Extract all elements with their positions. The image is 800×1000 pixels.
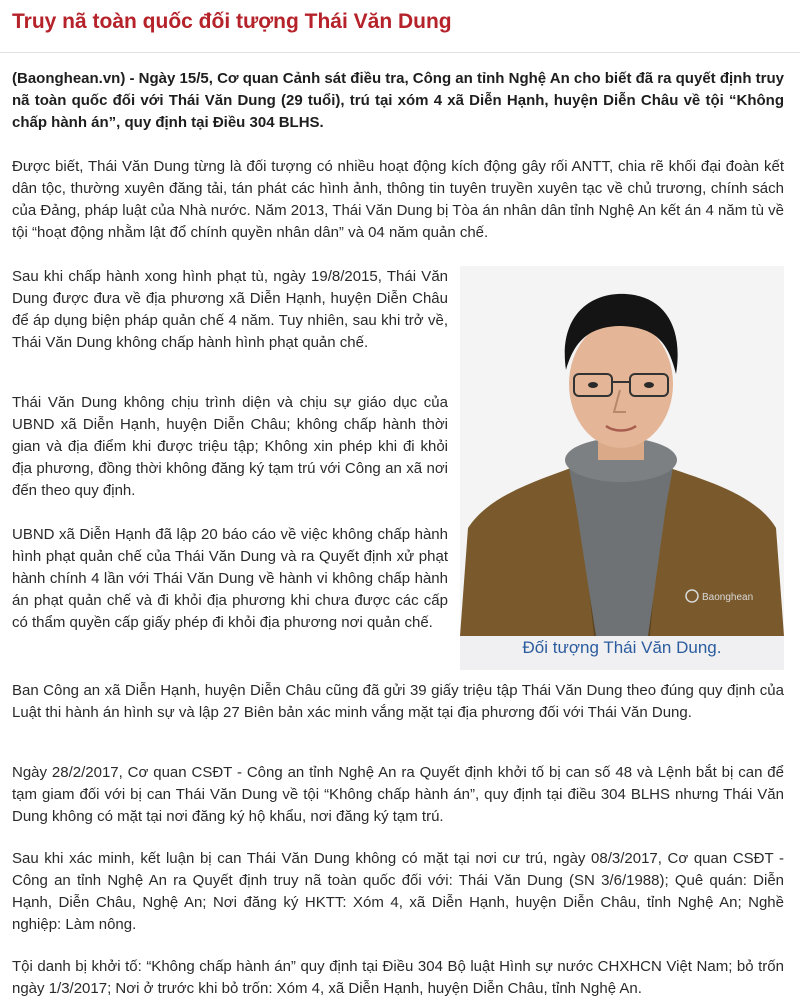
- paragraph-6: Ngày 28/2/2017, Cơ quan CSĐT - Công an tỉnh Nghệ An ra Quyết định khởi tố bị can số 48 và Lệnh bắt bị can để tạm giam đối với bị can Thái Văn Dung về tội “Không chấp hành án”, quy định tại điều 304 BLHS nhưng Thái Văn Dung không có mặt tại nơi đăng ký hộ khẩu, nơi đăng ký tạm trú.: [12, 764, 784, 825]
- article-figure: [460, 266, 784, 670]
- left-eye: [588, 382, 598, 388]
- photo-caption: Đối tượng Thái Văn Dung.: [522, 638, 722, 657]
- face: [569, 320, 673, 448]
- article-lead: (Baonghean.vn) - Ngày 15/5, Cơ quan Cảnh sát điều tra, Công an tỉnh Nghệ An cho biết đã ra quyết định truy nã toàn quốc đối với Thái Văn Dung (29 tuổi), trú tại xóm 4 xã Diễn Hạnh, huyện Diễn Châu về tội “Không chấp hành án”, quy định tại Điều 304 BLHS.: [12, 70, 784, 131]
- paragraph-3: Thái Văn Dung không chịu trình diện và chịu sự giáo dục của UBND xã Diễn Hạnh, huyện Diễn Châu; không chấp hành thời gian và địa điểm khi được triệu tập; Không xin phép khi đi khỏi địa phương, đồng thời không đăng ký tạm trú với Công an xã nơi đến theo quy định.: [12, 394, 448, 499]
- paragraph-8: Tội danh bị khởi tố: “Không chấp hành án” quy định tại Điều 304 Bộ luật Hình sự nước CHXHCN Việt Nam; bỏ trốn ngày 1/3/2017; Nơi ở trước khi bỏ trốn: Xóm 4, xã Diễn Hạnh, huyện Diễn Châu, tỉnh Nghệ An.: [12, 958, 784, 997]
- paragraph-4: UBND xã Diễn Hạnh đã lập 20 báo cáo về việc không chấp hành hình phạt quản chế của Thái Văn Dung và ra Quyết định xử phạt hành chính 4 lần với Thái Văn Dung về hành vi không chấp hành án phạt quản chế và đi khỏi địa phương khi chưa được các cấp có thẩm quyền cấp giấy phép đi khỏi địa phương nơi quản chế.: [12, 526, 448, 631]
- article-title: Truy nã toàn quốc đối tượng Thái Văn Dung: [12, 10, 452, 33]
- paragraph-1: Được biết, Thái Văn Dung từng là đối tượng có nhiều hoạt động kích động gây rối ANTT, chia rẽ khối đại đoàn kết dân tộc, thường xuyên đăng tải, tán phát các hình ảnh, thông tin tuyên truyền xuyên tạc về chủ trương, chính sách của Đảng, pháp luật của Nhà nước. Năm 2013, Thái Văn Dung bị Tòa án nhân dân tỉnh Nghệ An kết án 4 năm tù về tội “hoạt động nhằm lật đổ chính quyền nhân dân” và 04 năm quản chế.: [12, 158, 784, 241]
- paragraph-5: Ban Công an xã Diễn Hạnh, huyện Diễn Châu cũng đã gửi 39 giấy triệu tập Thái Văn Dung theo đúng quy định của Luật thi hành án hình sự và lập 27 Biên bản xác minh vắng mặt tại địa phương đối với Thái Văn Dung.: [12, 682, 784, 721]
- portrait-photo: [460, 266, 784, 636]
- svg-text:Baonghean: Baonghean: [702, 592, 754, 603]
- right-eye: [644, 382, 654, 388]
- paragraph-7: Sau khi xác minh, kết luận bị can Thái Văn Dung không có mặt tại nơi cư trú, ngày 08/3/2017, Cơ quan CSĐT - Công an tỉnh Nghệ An ra Quyết định truy nã toàn quốc đối với: Thái Văn Dung (SN 3/6/1988); Quê quán: Diễn Hạnh, Diễn Châu, Nghệ An; Nơi đăng ký HKTT: Xóm 4, xã Diễn Hạnh, huyện Diễn Châu, tỉnh Nghệ An; Nghề nghiệp: Làm nông.: [12, 850, 784, 933]
- paragraph-2: Sau khi chấp hành xong hình phạt tù, ngày 19/8/2015, Thái Văn Dung được đưa về địa phương xã Diễn Hạnh, huyện Diễn Châu để áp dụng biện pháp quản chế 4 năm. Tuy nhiên, sau khi trở về, Thái Văn Dung không chấp hành hình phạt quản chế.: [12, 268, 448, 351]
- title-divider: [0, 52, 800, 53]
